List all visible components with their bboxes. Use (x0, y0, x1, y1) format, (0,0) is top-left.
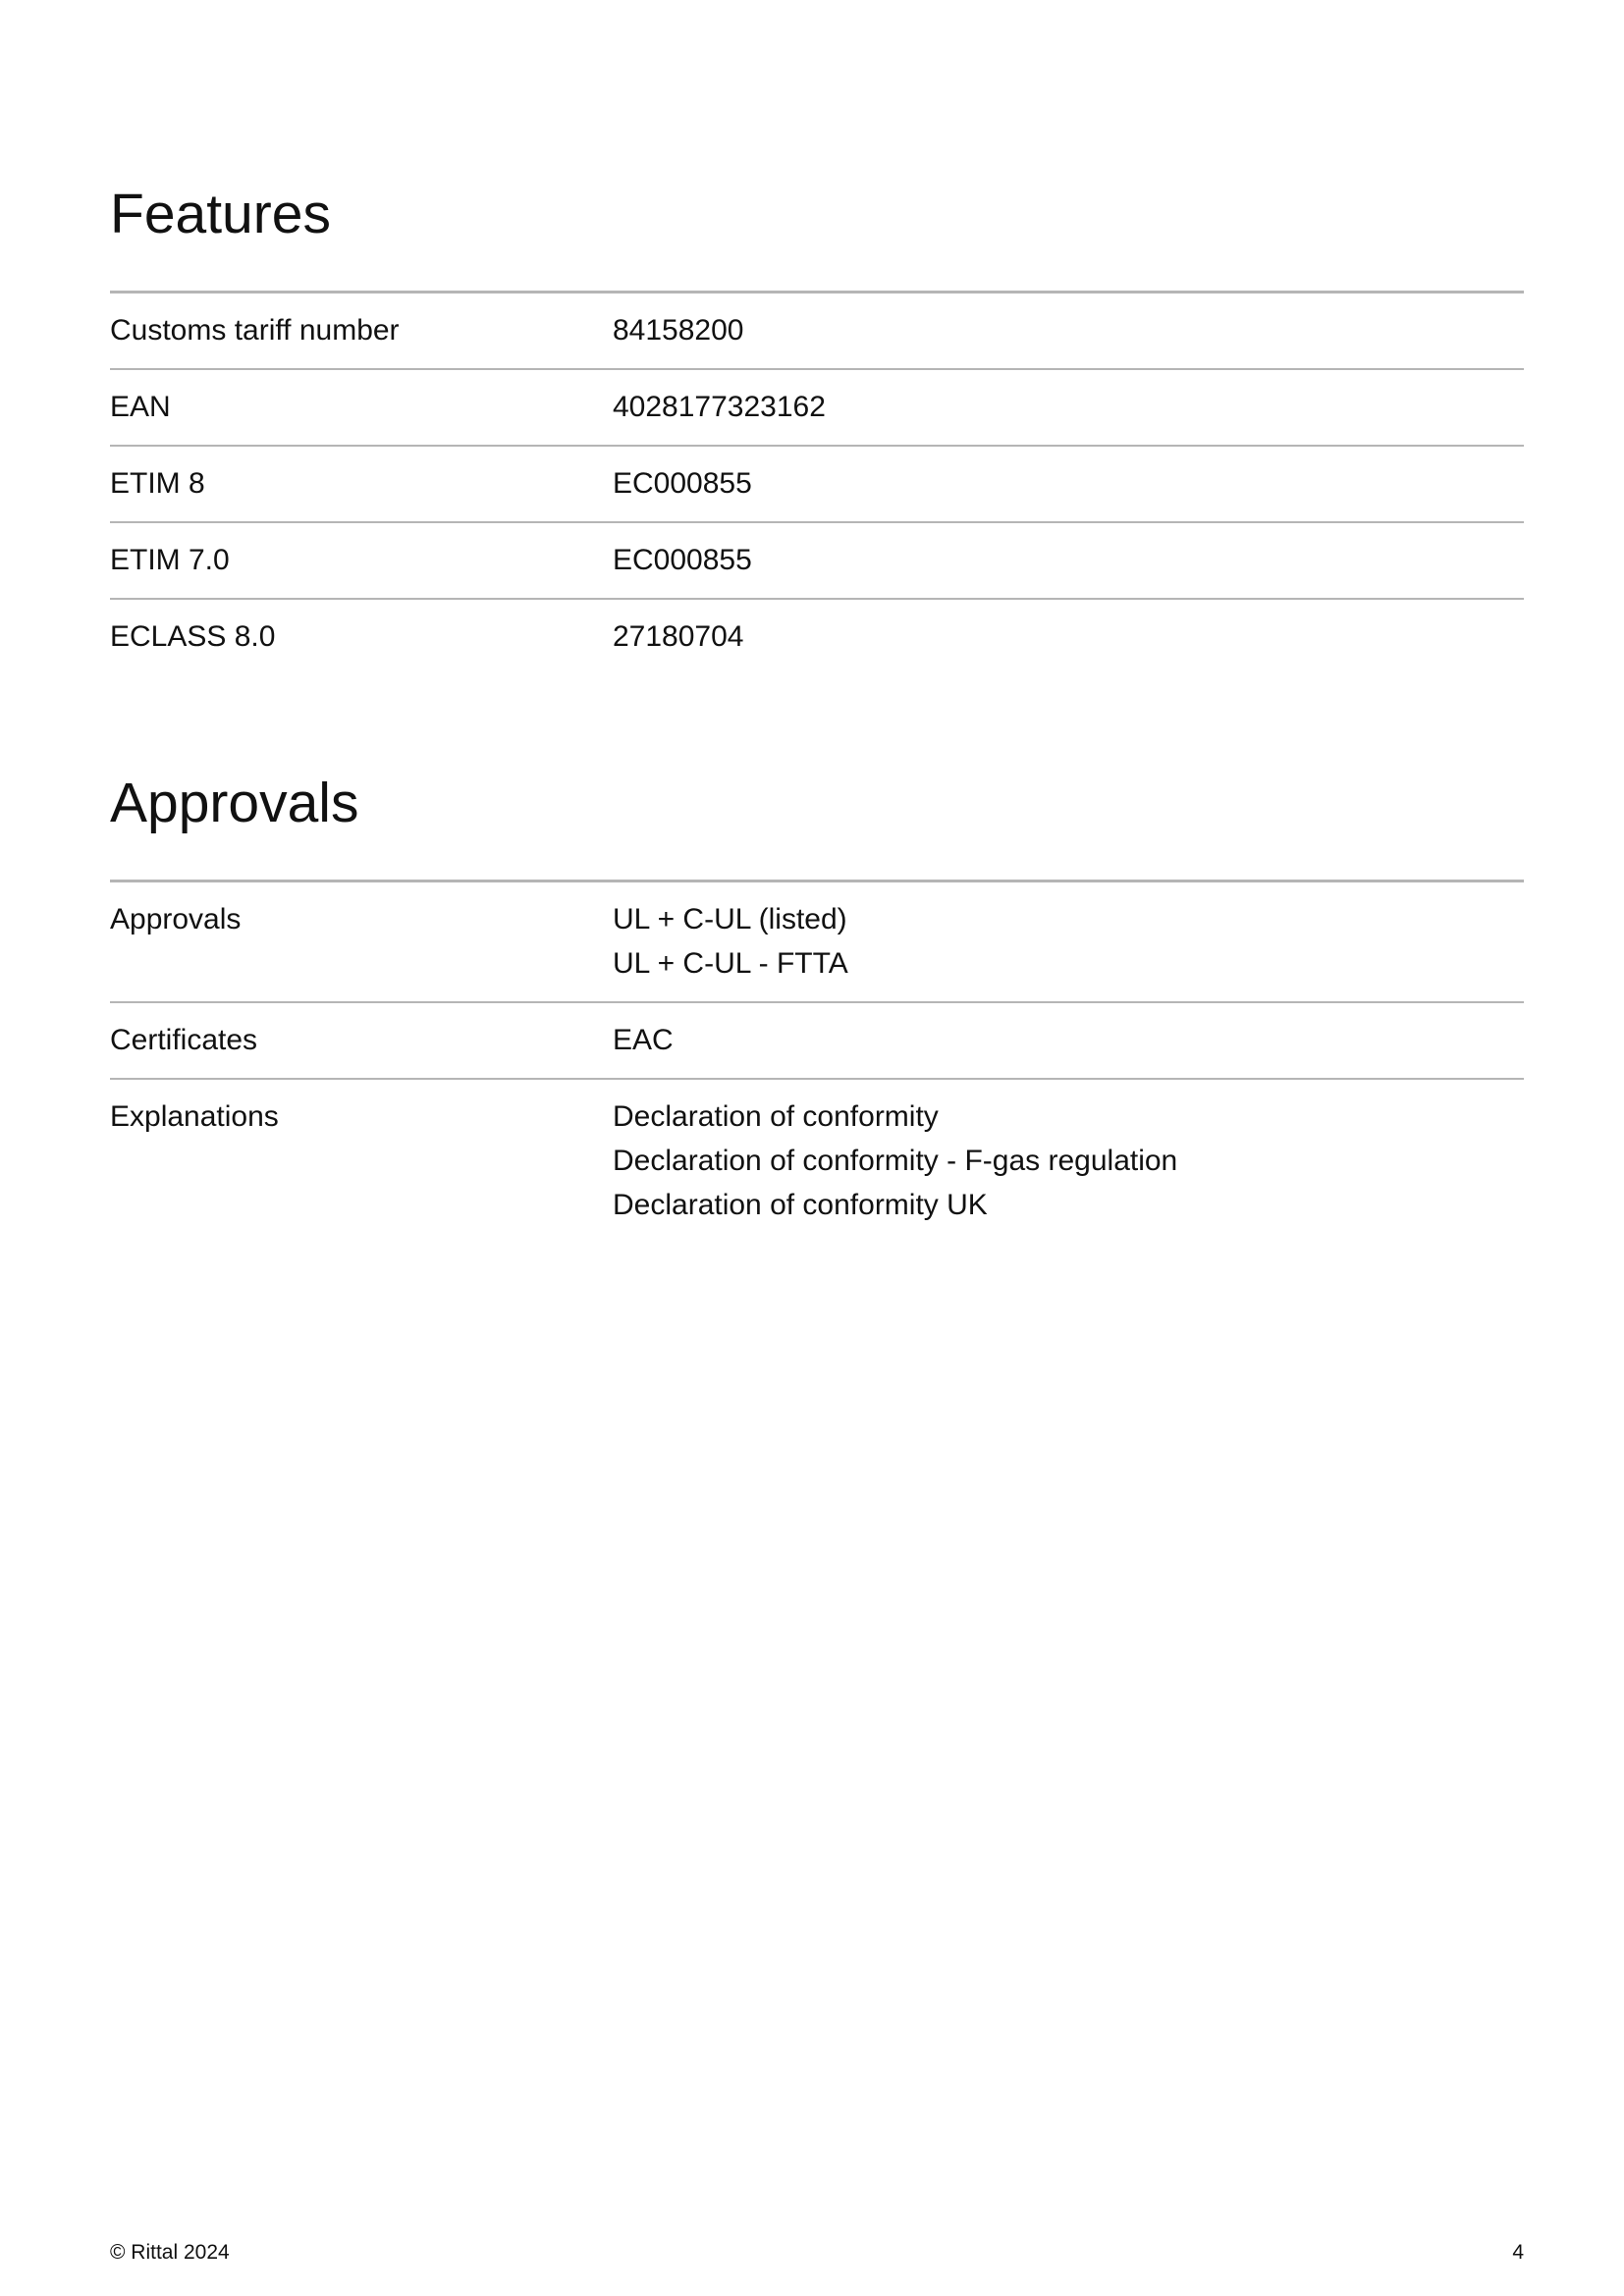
row-values (613, 538, 1524, 582)
table-row (110, 370, 1524, 447)
approvals-table (110, 880, 1524, 1243)
row-values (613, 897, 1524, 986)
row-value: EC000855 (613, 467, 752, 500)
row-value: 27180704 (613, 620, 744, 653)
row-value: EC000855 (613, 544, 752, 576)
copyright-text: © Rittal 2024 (110, 2241, 230, 2264)
row-label: Explanations (110, 1100, 279, 1133)
row-value: 4028177323162 (613, 391, 826, 423)
row-value: 84158200 (613, 314, 744, 347)
row-label: Certificates (110, 1024, 258, 1056)
features-title: Features (110, 183, 331, 245)
row-values (613, 308, 1524, 352)
row-value: UL + C-UL - FTTA (613, 947, 848, 980)
page-number: 4 (1512, 2241, 1524, 2264)
row-value: Declaration of conformity - F-gas regulation (613, 1145, 1178, 1177)
table-row (110, 1080, 1524, 1243)
row-value: Declaration of conformity UK (613, 1189, 988, 1221)
table-row (110, 600, 1524, 674)
row-values (613, 614, 1524, 659)
row-label: ETIM 7.0 (110, 544, 230, 576)
row-value: UL + C-UL (listed) (613, 903, 847, 935)
table-row (110, 447, 1524, 523)
page-footer (110, 2241, 1524, 2265)
row-value: EAC (613, 1024, 674, 1056)
row-label: Customs tariff number (110, 314, 400, 347)
features-section (110, 183, 1524, 653)
row-values (613, 385, 1524, 429)
table-row (110, 294, 1524, 370)
row-value: Declaration of conformity (613, 1100, 939, 1133)
table-row (110, 523, 1524, 600)
table-row (110, 882, 1524, 1003)
row-label: ECLASS 8.0 (110, 620, 276, 653)
row-values (613, 1095, 1524, 1227)
approvals-title: Approvals (110, 772, 359, 834)
row-values (613, 461, 1524, 506)
row-label: EAN (110, 391, 171, 423)
row-values (613, 1018, 1524, 1062)
table-row (110, 1003, 1524, 1080)
row-label: ETIM 8 (110, 467, 205, 500)
row-label: Approvals (110, 903, 242, 935)
approvals-section (110, 772, 1524, 1221)
features-table (110, 291, 1524, 674)
